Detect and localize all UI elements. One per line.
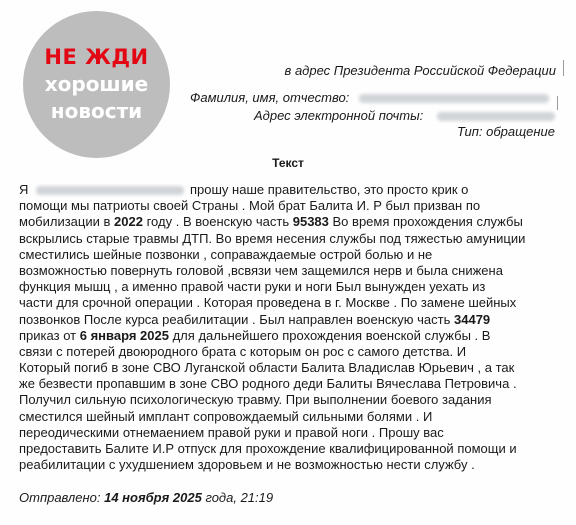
redacted-name — [359, 94, 549, 103]
body-line: сместились шейные позвонки , соправаждаемые острой болью и не — [19, 246, 433, 262]
body-line: реабилитации с ухудшением здоровьем и не возможностью нести службу . — [19, 457, 475, 473]
body-line: позвонков После курса реабилитации . Был направлен военскую часть 34479 — [19, 311, 491, 327]
logo-line-2: хорошие — [44, 72, 149, 96]
logo-line-3: новости — [50, 99, 143, 123]
body-line: возможностью повернуть головой ,всвязи чем защемился нерв и была снижена — [19, 262, 503, 278]
logo-line-1: НЕ ЖДИ — [44, 45, 149, 69]
news-logo — [23, 11, 170, 158]
body-line: Получил сильную психологическую травму. При выполнении боевого задания — [19, 392, 492, 408]
appeal-type: Тип: обращение — [456, 124, 555, 139]
right-edge-mark — [557, 96, 558, 110]
section-title: Текст — [272, 156, 304, 170]
body-line: же безвести пропавшим в зоне СВО родного деди Балиты Вячеслава Петровича . — [19, 376, 517, 392]
fio-row — [190, 90, 549, 106]
body-line: Который погиб в зоне СВО Луганской области Балита Владислав Юрьевич , а так — [19, 360, 515, 376]
body-line: помощи мы патриоты своей Страны . Мой брат Балита И. Р был призван по — [19, 198, 481, 214]
body-line: предоставить Балите И.Р отпуск для прохождение квалифицированной помощи и — [19, 441, 517, 456]
body-line: вскрылись старые травмы ДТП. Во время несения службы под тяжестью амуниции — [19, 230, 526, 246]
letter-body — [19, 182, 559, 473]
sent-date: 14 ноября — [104, 490, 170, 505]
address-to: в адрес Президента Российской Федерации — [284, 63, 556, 78]
body-line: сместился шейный имплант сопровождаемый сильными болями . И — [19, 408, 433, 424]
body-line: Я прошу наше правительство, это просто крик о — [19, 182, 469, 197]
sent-label: Отправлено: — [19, 490, 101, 505]
email-row — [254, 108, 555, 124]
sent-rest: года, 21:19 — [205, 490, 274, 505]
body-line: части для срочной операции . Которая проведена в г. Москве . По замене шейных — [19, 295, 517, 311]
body-line: приказ от 6 января 2025 для дальнейшего прохождения военской службы . В — [19, 327, 491, 343]
redacted-email — [437, 112, 555, 121]
sent-line — [19, 490, 273, 505]
email-label: Адрес электронной почты: — [254, 108, 424, 123]
right-edge-mark — [563, 60, 564, 76]
body-line: функция мышц , а именно правой части руки и ноги Был вынужден уехать из — [19, 279, 486, 295]
body-line: мобилизации в 2022 году . В военскую часть 95383 Во время прохождения службы — [19, 214, 523, 230]
body-line: переодическими отнемаением правой руки и правой ноги . Прошу вас — [19, 424, 444, 440]
body-line: связи с потерей двоюродного брата с которым он рос с самого детства. И — [19, 343, 467, 359]
redacted-author — [36, 186, 184, 195]
sent-year: 2025 — [172, 490, 202, 505]
fio-label: Фамилия, имя, отчество: — [190, 90, 350, 105]
